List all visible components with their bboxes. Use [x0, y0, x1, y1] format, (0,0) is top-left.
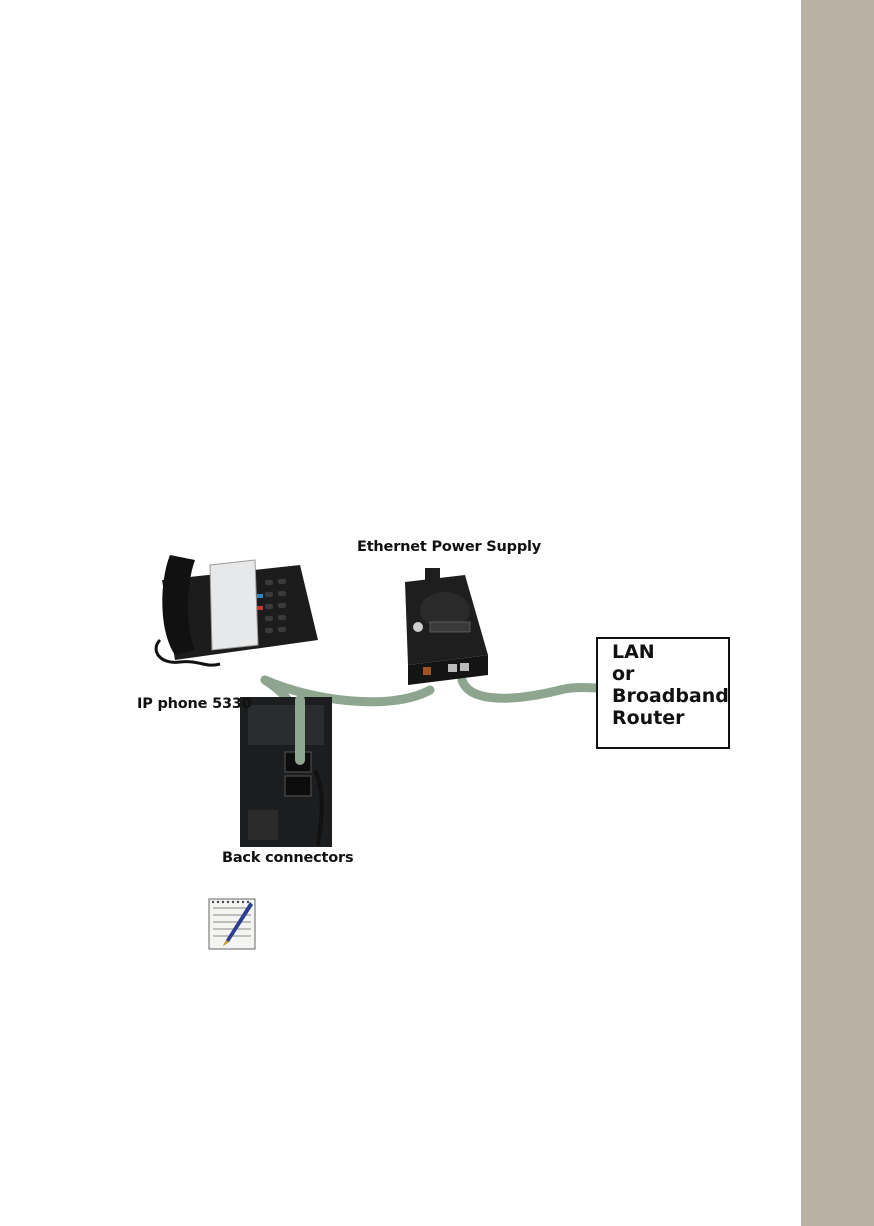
lan-line-2: or [612, 663, 635, 685]
back-connectors-label: Back connectors [222, 850, 354, 866]
power-supply-image [405, 568, 488, 685]
lan-router-box [596, 637, 730, 749]
back-connectors-image [240, 697, 332, 847]
cable-power-to-router [462, 680, 598, 698]
lan-line-1: LAN [612, 641, 655, 663]
power-supply-label: Ethernet Power Supply [357, 539, 542, 555]
ip-phone-image [156, 555, 318, 665]
note-pad-icon [209, 899, 255, 949]
lan-line-3: Broadband [612, 685, 729, 707]
phone-label: IP phone 5330 [137, 696, 252, 712]
lan-line-4: Router [612, 707, 685, 729]
